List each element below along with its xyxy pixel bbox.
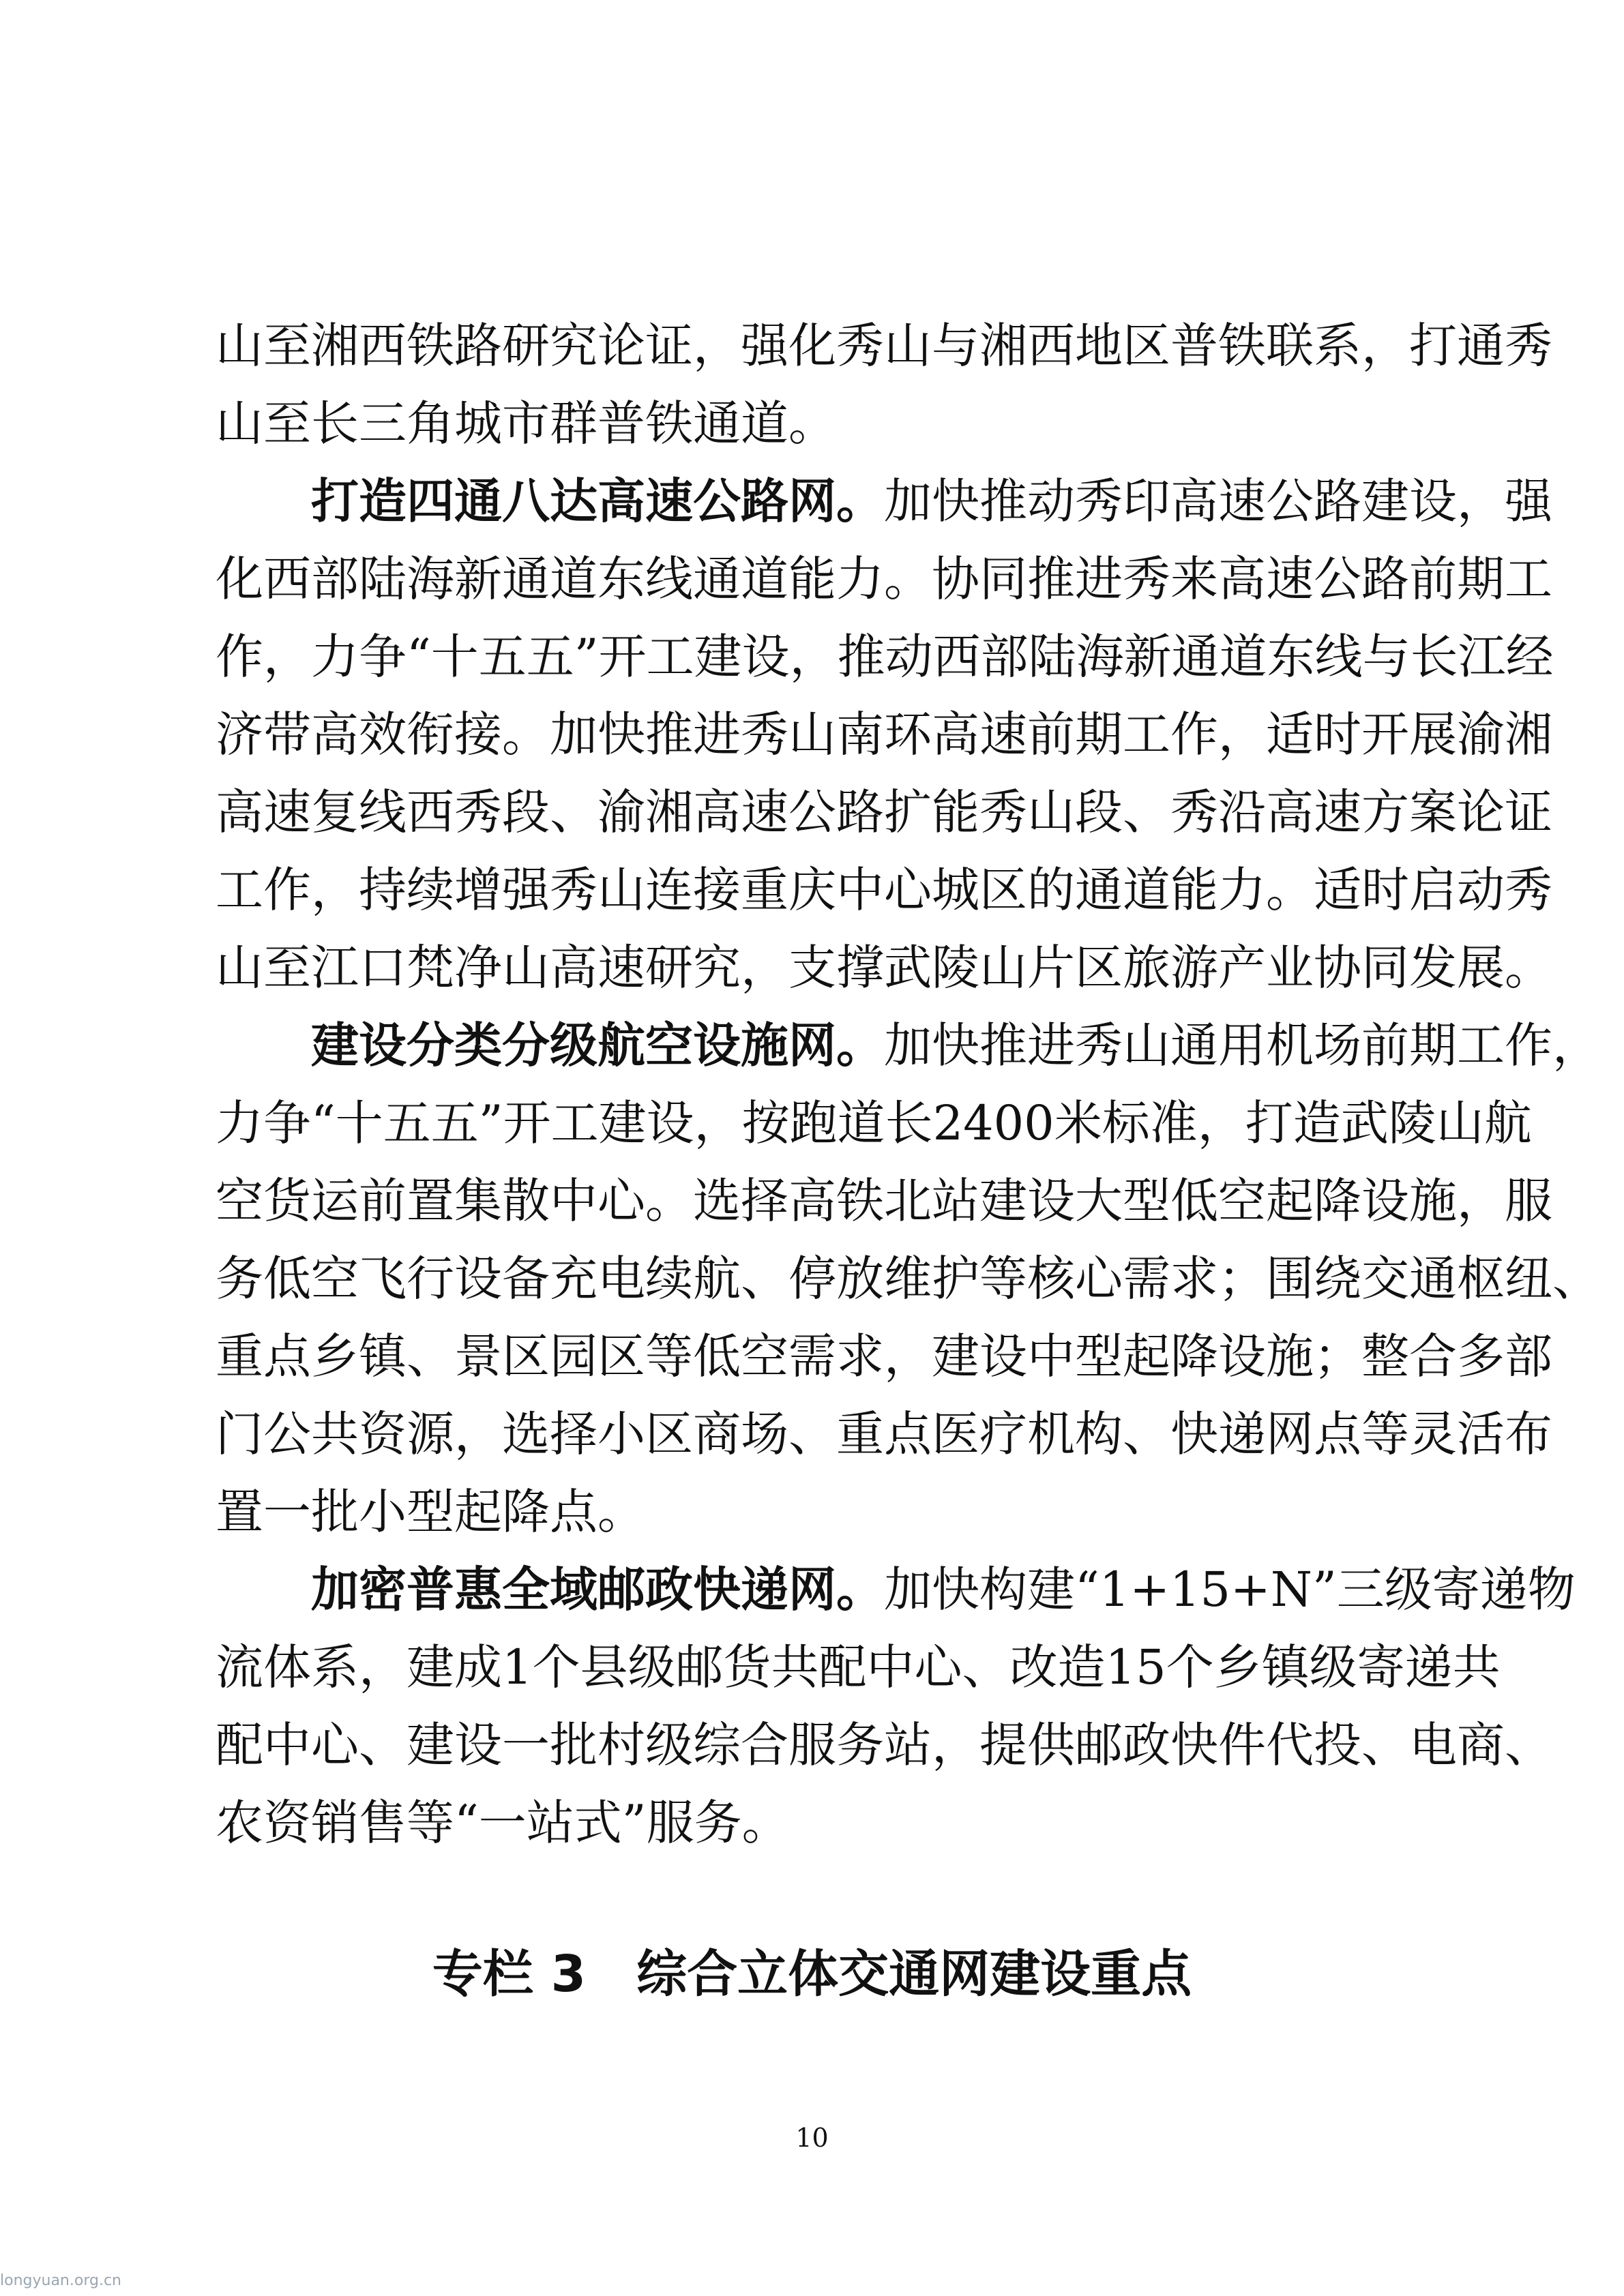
paragraph-4-heading: 加密普惠全域邮政快递网。 [311, 1562, 884, 1617]
paragraph-2-line-3: 作，力争“十五五”开工建设，推动西部陆海新通道东线与长江经 [216, 629, 1554, 685]
paragraph-2-text: 加快推动秀印高速公路建设，强 [884, 473, 1552, 529]
watermark-text: longyuan.org.cn [0, 2272, 121, 2289]
paragraph-2-line-1 [216, 462, 1552, 540]
paragraph-2-line-6: 工作，持续增强秀山连接重庆中心城区的通道能力。适时启动秀 [216, 862, 1552, 918]
page-number: 10 [795, 2123, 829, 2153]
paragraph-4-line-4: 农资销售等“一站式”服务。 [216, 1795, 790, 1851]
paragraph-3-line-4: 务低空飞行设备充电续航、停放维护等核心需求；围绕交通枢纽、 [216, 1251, 1600, 1307]
paragraph-3-line-6: 门公共资源，选择小区商场、重点医疗机构、快递网点等灵活布 [216, 1406, 1552, 1462]
paragraph-2-line-2: 化西部陆海新通道东线通道能力。协同推进秀来高速公路前期工 [216, 551, 1552, 607]
paragraph-2-heading: 打造四通八达高速公路网。 [311, 473, 884, 529]
paragraph-3-line-7: 置一批小型起降点。 [216, 1484, 645, 1540]
paragraph-3-line-5: 重点乡镇、景区园区等低空需求，建设中型起降设施；整合多部 [216, 1328, 1552, 1384]
paragraph-3-line-2: 力争“十五五”开工建设，按跑道长2400米标准，打造武陵山航 [216, 1095, 1532, 1151]
paragraph-4-text: 加快构建“1+15+N”三级寄递物 [884, 1562, 1576, 1617]
paragraph-4-line-1 [216, 1551, 1576, 1628]
paragraph-1-line-2: 山至长三角城市群普铁通道。 [216, 396, 836, 451]
paragraph-2-line-7: 山至江口梵净山高速研究，支撑武陵山片区旅游产业协同发展。 [216, 940, 1552, 996]
paragraph-4-line-2: 流体系，建成1个县级邮货共配中心、改造15个乡镇级寄递共 [216, 1639, 1501, 1695]
paragraph-3-heading: 建设分类分级航空设施网。 [311, 1017, 884, 1073]
paragraph-3-line-1 [216, 1007, 1600, 1084]
paragraph-4-line-3: 配中心、建设一批村级综合服务站，提供邮政快件代投、电商、 [216, 1717, 1552, 1773]
body-text [216, 307, 1600, 1862]
paragraph-2-line-4: 济带高效衔接。加快推进秀山南环高速前期工作，适时开展渝湘 [216, 706, 1552, 762]
paragraph-3-text: 加快推进秀山通用机场前期工作， [884, 1017, 1600, 1073]
paragraph-3-line-3: 空货运前置集散中心。选择高铁北站建设大型低空起降设施，服 [216, 1173, 1552, 1229]
column-title: 专栏 3 综合立体交通网建设重点 [432, 1945, 1192, 2003]
paragraph-1-line-1: 山至湘西铁路研究论证，强化秀山与湘西地区普铁联系，打通秀 [216, 318, 1552, 374]
paragraph-2-line-5: 高速复线西秀段、渝湘高速公路扩能秀山段、秀沿高速方案论证 [216, 784, 1552, 840]
